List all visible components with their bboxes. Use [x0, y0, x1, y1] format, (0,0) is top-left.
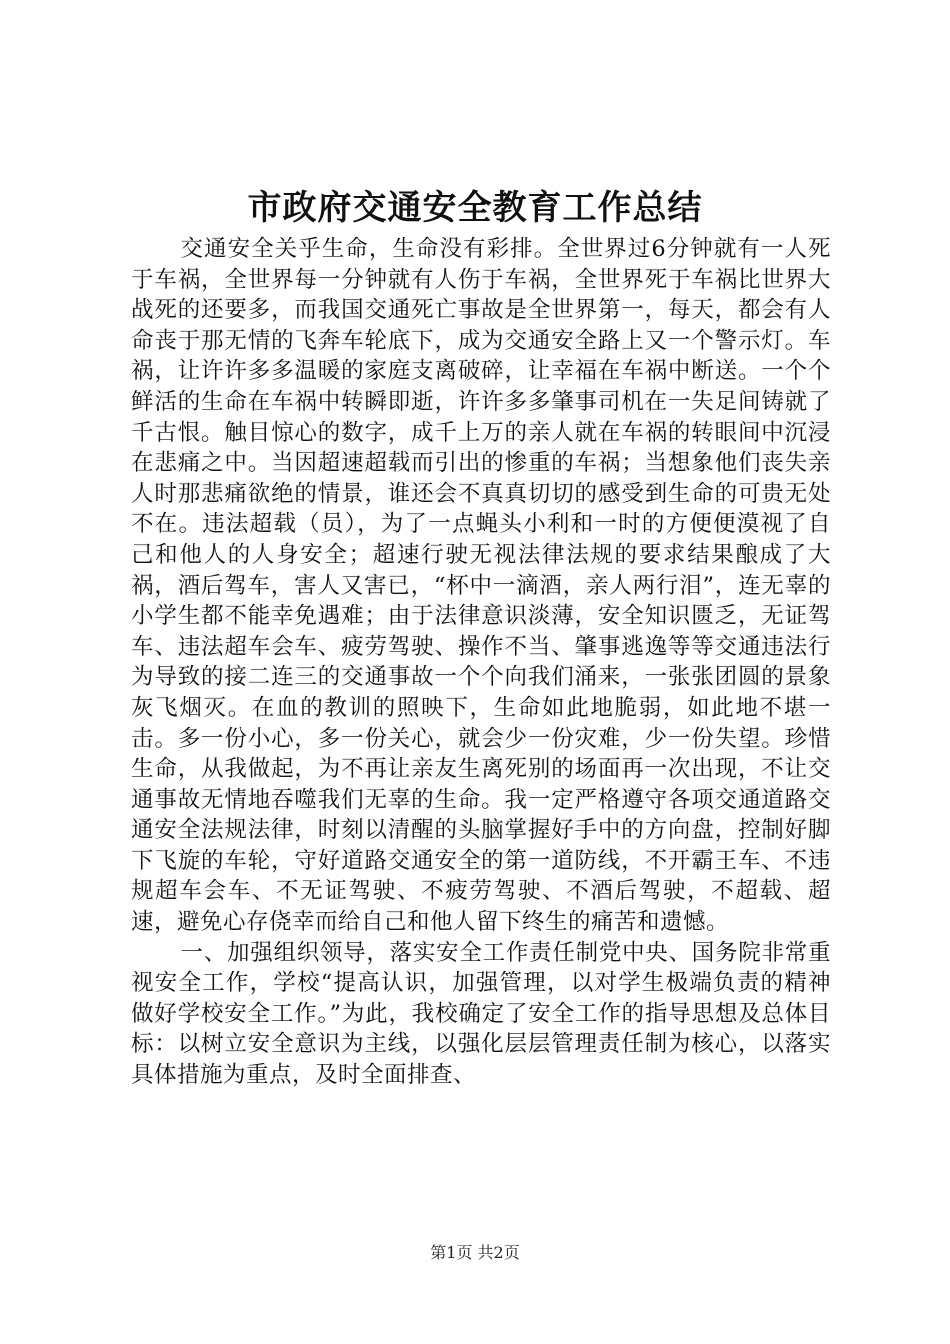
page-footer: 第1页 共2页	[430, 1243, 520, 1262]
paragraph-section-one: 一、加强组织领导，落实安全工作责任制党中央、国务院非常重视安全工作，学校“提高认识，加强管理，以对学生极端负责的精神做好学校安全工作。”为此，我校确定了安全工作的指导思想及总体目标：以树立安全意识为主线，以强化层层管理责任制为核心，以落实具体措施为重点，及时全面排查、	[131, 939, 831, 1089]
paragraph-intro: 交通安全关乎生命，生命没有彩排。全世界过6分钟就有一人死于车祸，全世界每一分钟就有人伤于车祸，全世界死于车祸比世界大战死的还要多，而我国交通死亡事故是全世界第一，每天，都会有人命丧于那无情的飞奔车轮底下，成为交通安全路上又一个警示灯。车祸，让许许多多温暖的家庭支离破碎，让幸福在车祸中断送。一个个鲜活的生命在车祸中转瞬即逝，许许多多肇事司机在一失足间铸就了千古恨。触目惊心的数字，成千上万的亲人就在车祸的转眼间中沉浸在悲痛之中。当因超速超载而引出的惨重的车祸；当想象他们丧失亲人时那悲痛欲绝的情景，谁还会不真真切切的感受到生命的可贵无处不在。违法超载（员），为了一点蝇头小利和一时的方便便漠视了自己和他人的人身安全；超速行驶无视法律法规的要求结果酿成了大祸，酒后驾车，害人又害已，“杯中一滴酒，亲人两行泪”，连无辜的小学生都不能幸免遇难；由于法律意识淡薄，安全知识匮乏，无证驾车、违法超车会车、疲劳驾驶、操作不当、肇事逃逸等等交通违法行为导致的接二连三的交通事故一个个向我们涌来，一张张团圆的景象灰飞烟灭。在血的教训的照映下，生命如此地脆弱，如此地不堪一击。多一份小心，多一份关心，就会少一份灾难，少一份失望。珍惜生命，从我做起，为不再让亲友生离死别的场面再一次出现，不让交通事故无情地吞噬我们无辜的生命。我一定严格遵守各项交通道路交通安全法规法律，时刻以清醒的头脑掌握好手中的方向盘，控制好脚下飞旋的车轮，守好道路交通安全的第一道防线，不开霸王车、不违规超车会车、不无证驾驶、不疲劳驾驶、不酒后驾驶，不超载、超速，避免心存侥幸而给自己和他人留下终生的痛苦和遗憾。	[131, 236, 831, 936]
document-body	[131, 234, 831, 1091]
document-title: 市政府交通安全教育工作总结	[247, 188, 703, 228]
